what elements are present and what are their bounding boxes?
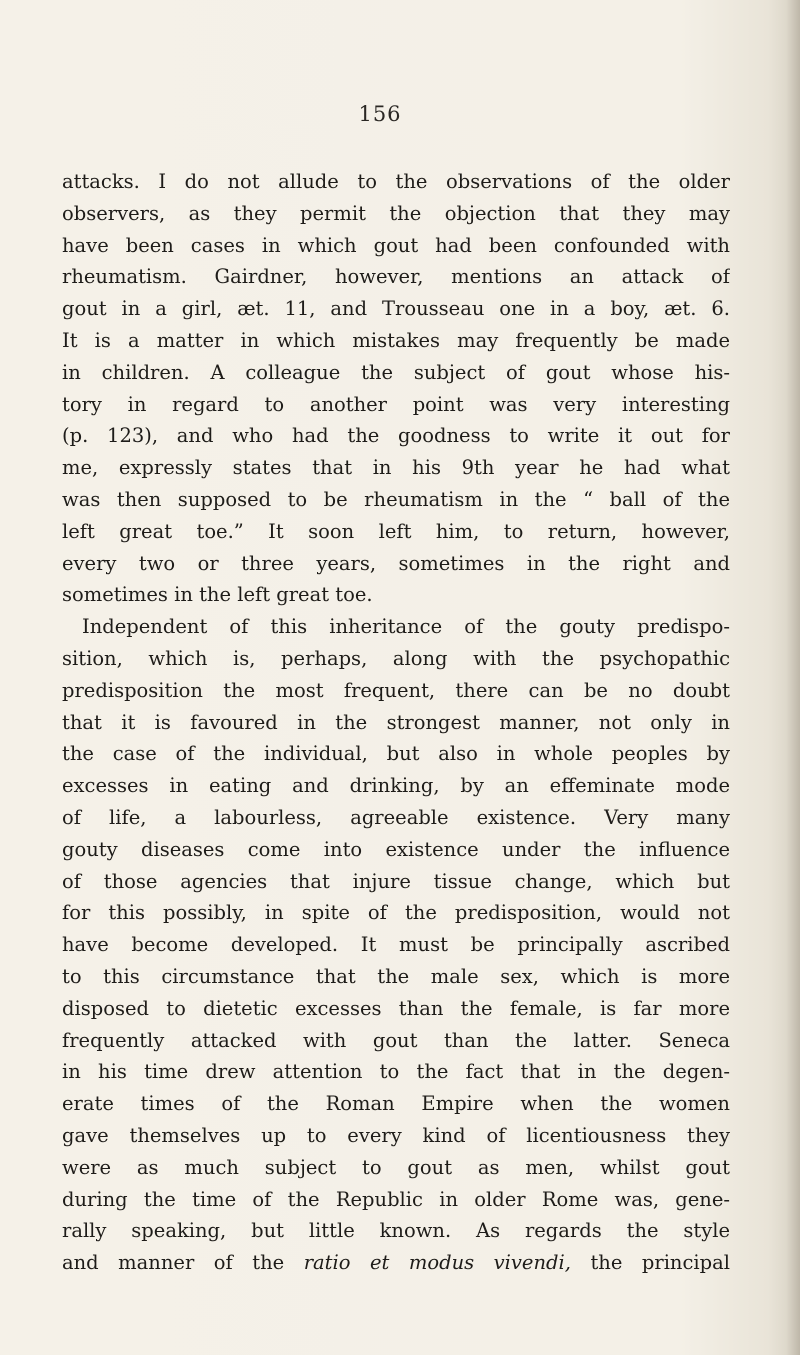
text-line: rheumatism. Gairdner, however, mentions an attack of [62, 265, 730, 289]
text-line: frequently attacked with gout than the latter. Seneca [62, 1028, 730, 1052]
text-line: rally speaking, but little known. As regards the style [62, 1219, 730, 1243]
text-line: gout in a girl, æt. 11, and Trousseau one in a boy, æt. 6. [62, 297, 730, 321]
text-line: in his time drew attention to the fact that in the degen- [62, 1060, 730, 1084]
text-line: in children. A colleague the subject of gout whose his- [62, 360, 730, 384]
final-line-start: and manner of the [62, 1251, 304, 1275]
page-edge-shadow [786, 0, 800, 1355]
text-line: have become developed. It must be principally ascribed [62, 933, 730, 957]
text-line: were as much subject to gout as men, whilst gout [62, 1155, 730, 1179]
text-line: of life, a labourless, agreeable existence. Very many [62, 805, 730, 829]
text-line: It is a matter in which mistakes may frequently be made [62, 328, 730, 352]
text-line: was then supposed to be rheumatism in the “ ball of the [62, 487, 730, 511]
text-line: that it is favoured in the strongest manner, not only in [62, 710, 730, 734]
final-line-end: the principal [570, 1251, 730, 1275]
text-line: during the time of the Republic in older Rome was, gene- [62, 1187, 730, 1211]
body-text [62, 166, 730, 1279]
text-line-final [62, 1247, 730, 1279]
page-number: 156 [358, 102, 402, 126]
text-line: Independent of this inheritance of the gouty predispo- [82, 615, 730, 639]
text-line: left great toe.” It soon left him, to return, however, [62, 519, 730, 543]
text-line: erate times of the Roman Empire when the women [62, 1092, 730, 1116]
text-line: observers, as they permit the objection that they may [62, 201, 730, 225]
text-line: to this circumstance that the male sex, which is more [62, 964, 730, 988]
text-line: gouty diseases come into existence under the influence [62, 837, 730, 861]
text-line: (p. 123), and who had the goodness to write it out for [62, 424, 730, 448]
text-line: sometimes in the left great toe. [62, 583, 373, 607]
text-line: gave themselves up to every kind of licentiousness they [62, 1123, 730, 1147]
text-line: disposed to dietetic excesses than the female, is far more [62, 996, 730, 1020]
text-line: for this possibly, in spite of the predisposition, would not [62, 901, 730, 925]
latin-phrase: ratio et modus vivendi, [303, 1251, 571, 1275]
text-line: every two or three years, sometimes in the right and [62, 551, 730, 575]
text-line: me, expressly states that in his 9th year he had what [62, 456, 730, 480]
text-line: attacks. I do not allude to the observations of the older [62, 170, 730, 193]
text-line: sition, which is, perhaps, along with the psychopathic [62, 646, 730, 670]
text-line: of those agencies that injure tissue change, which but [62, 869, 730, 893]
text-line: excesses in eating and drinking, by an effeminate mode [62, 774, 730, 798]
text-line: predisposition the most frequent, there can be no doubt [62, 678, 730, 702]
text-line: the case of the individual, but also in whole peoples by [62, 742, 730, 766]
text-line: tory in regard to another point was very interesting [62, 392, 730, 416]
text-line: have been cases in which gout had been confounded with [62, 233, 730, 257]
